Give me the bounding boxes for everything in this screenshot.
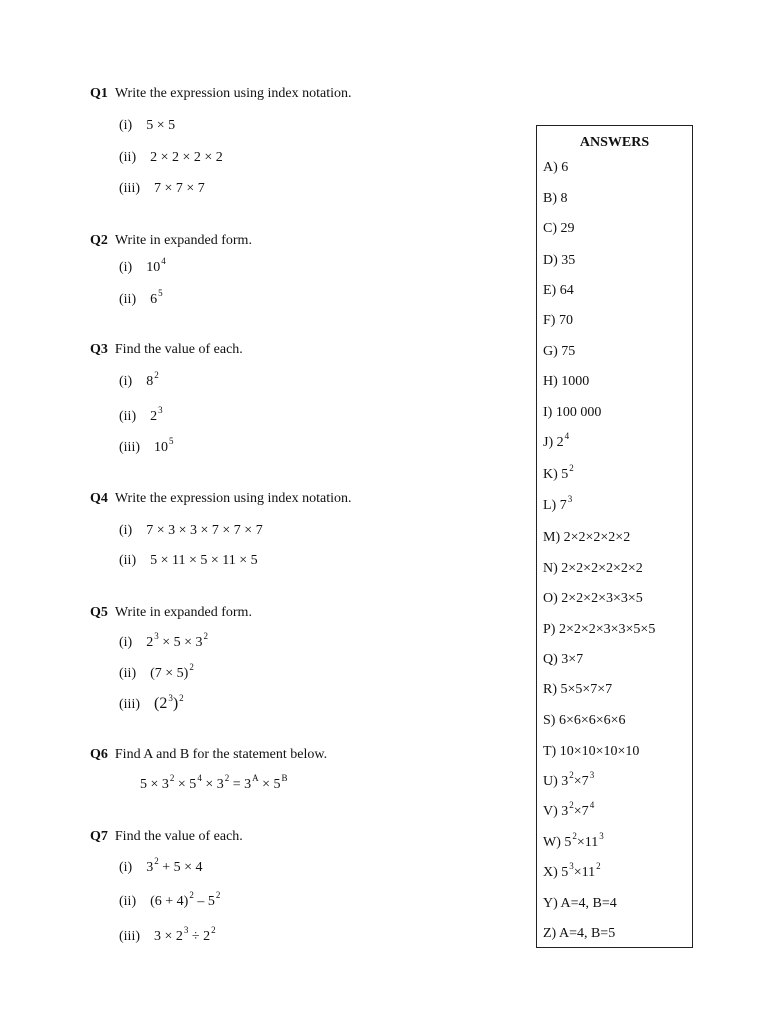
part-label: (ii)	[119, 292, 137, 307]
part-label: (i)	[119, 118, 133, 133]
answer-item: V) $3^2\times 7^4$	[543, 800, 595, 819]
part-expression: 5 × 11 × 5 × 11 × 5	[150, 553, 258, 568]
answer-item: P) 2×2×2×3×3×5×5	[543, 622, 656, 637]
part-expression: 7 × 3 × 3 × 7 × 7 × 7	[146, 523, 263, 538]
question-part	[119, 890, 221, 910]
question-number: Q6	[90, 747, 108, 762]
question-1	[90, 86, 352, 102]
answer-item: R) 5×5×7×7	[543, 682, 613, 697]
question-number: Q3	[90, 342, 108, 357]
part-label: (i)	[119, 260, 133, 275]
question-prompt: Find the value of each.	[114, 342, 243, 357]
part-expression: $10^5$	[154, 436, 174, 455]
part-expression: $3 \times 2^3 \div 2^2$	[154, 925, 216, 944]
question-part	[119, 856, 203, 876]
question-number: Q7	[90, 829, 108, 844]
answer-item: K) $5^2$	[543, 463, 574, 482]
answer-item: E) 64	[543, 283, 574, 298]
answer-item: C) 29	[543, 221, 575, 236]
part-label: (ii)	[119, 666, 137, 681]
question-prompt: Write the expression using index notation.	[114, 86, 352, 101]
answer-item: G) 75	[543, 344, 576, 359]
answer-item: S) 6×6×6×6×6	[543, 713, 626, 728]
question-part	[119, 150, 223, 166]
question-3	[90, 342, 243, 358]
question-part	[119, 181, 205, 197]
answers-title: ANSWERS	[579, 135, 650, 150]
part-expression: 2 × 2 × 2 × 2	[150, 150, 223, 165]
part-label: (i)	[119, 523, 133, 538]
part-expression: $2^3$	[150, 405, 163, 424]
part-label: (ii)	[119, 894, 137, 909]
part-label: (iii)	[119, 440, 140, 455]
question-number: Q1	[90, 86, 108, 101]
answer-item: L) $7^3$	[543, 494, 573, 513]
question-prompt: Find the value of each.	[114, 829, 243, 844]
part-label: (i)	[119, 374, 133, 389]
question-part	[119, 256, 166, 276]
question-part	[119, 370, 159, 390]
question-prompt: Write in expanded form.	[114, 233, 252, 248]
part-expression: $6^5$	[150, 288, 163, 307]
answer-item: U) $3^2\times 7^3$	[543, 770, 595, 789]
part-label: (ii)	[119, 553, 137, 568]
answer-item: F) 70	[543, 313, 573, 328]
answer-item: M) 2×2×2×2×2	[543, 530, 631, 545]
answer-item: W) $5^2\times 11^3$	[543, 831, 604, 850]
question-6	[90, 747, 327, 763]
answer-item: Q) 3×7	[543, 652, 584, 667]
question-part	[119, 925, 216, 945]
part-label: (iii)	[119, 929, 140, 944]
question-number: Q2	[90, 233, 108, 248]
part-expression: $10^4$	[146, 256, 166, 275]
part-label: (i)	[119, 860, 133, 875]
part-expression: $3^2 + 5 \times 4$	[146, 856, 203, 875]
part-expression: $8^2$	[146, 370, 159, 389]
answer-item: N) 2×2×2×2×2×2	[543, 561, 643, 576]
question-part	[119, 631, 209, 651]
part-expression: $(7 \times 5)^2$	[150, 662, 194, 681]
question-2	[90, 233, 252, 249]
answer-item: Y) A=4, B=4	[543, 896, 617, 911]
answer-item: I) 100 000	[543, 405, 602, 420]
part-label: (ii)	[119, 150, 137, 165]
part-expression: $(2^3)^2$	[154, 693, 184, 712]
answer-item: T) 10×10×10×10	[543, 744, 640, 759]
part-expression: 5 × 5	[146, 118, 176, 133]
question-4	[90, 491, 352, 507]
part-expression: $2^3 \times 5 \times 3^2$	[146, 631, 209, 650]
answer-item: X) $5^3\times 11^2$	[543, 861, 601, 880]
answer-item: D) 35	[543, 253, 576, 268]
question-part	[119, 118, 175, 134]
part-label: (i)	[119, 635, 133, 650]
part-expression: $(6 + 4)^2 - 5^2$	[150, 890, 221, 909]
part-label: (iii)	[119, 697, 140, 712]
answer-item: O) 2×2×2×3×3×5	[543, 591, 643, 606]
question-5	[90, 605, 252, 621]
part-label: (ii)	[119, 409, 137, 424]
answer-item: B) 8	[543, 191, 568, 206]
question-prompt: Write in expanded form.	[114, 605, 252, 620]
question-part	[119, 662, 194, 682]
answer-item: H) 1000	[543, 374, 590, 389]
question-prompt: Find A and B for the statement below.	[114, 747, 328, 762]
answer-item: J) $2^4$	[543, 431, 570, 450]
answers-box	[536, 125, 693, 948]
question-part	[119, 436, 174, 456]
question-7	[90, 829, 243, 845]
question-number: Q5	[90, 605, 108, 620]
question-part	[119, 695, 184, 713]
answer-item: Z) A=4, B=5	[543, 926, 616, 941]
answer-item: A) 6	[543, 160, 569, 175]
question-part	[119, 405, 163, 425]
question-part	[119, 553, 258, 569]
question-number: Q4	[90, 491, 108, 506]
question-prompt: Write the expression using index notation.	[114, 491, 352, 506]
part-expression: 7 × 7 × 7	[154, 181, 205, 196]
equation: $5 \times 3^2 \times 5^4 \times 3^2 = 3^A \times 5^B$	[140, 773, 288, 792]
question-part	[119, 523, 263, 539]
question-part	[119, 288, 163, 308]
part-label: (iii)	[119, 181, 140, 196]
